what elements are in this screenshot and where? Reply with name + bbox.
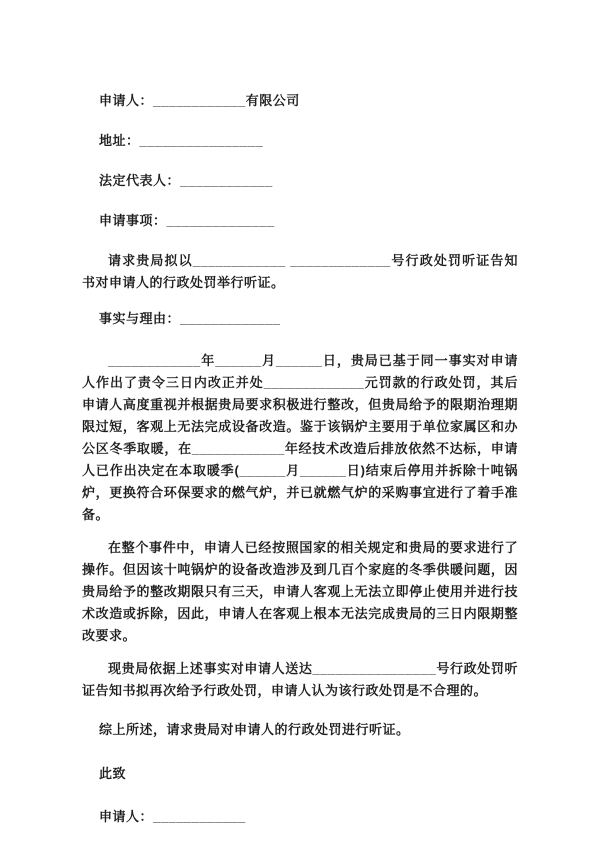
field-address: 地址：________________ bbox=[99, 133, 264, 148]
body-paragraph-3: 现贵局依据上述事实对申请人送达________________号行政处罚听证告知书拟再次给予行政处罚，申请人认为该行政处罚是不合理的。 bbox=[82, 661, 518, 698]
conclusion-paragraph: 综上所述，请求贵局对申请人的行政处罚进行听证。 bbox=[99, 722, 410, 737]
body-paragraph-2: 在整个事件中，申请人已经按照国家的相关规定和贵局的要求进行了操作。但因该十吨锅炉的设备改造涉及到几百个家庭的冬季供暖问题，因贵局给予的整改期限只有三天，申请人客观上无法立即停止使用并进行技术改造或拆除，因此，申请人在客观上根本无法完成贵局的三日内限期整改要求。 bbox=[82, 540, 518, 643]
facts-reasons-label: 事实与理由：_____________ bbox=[99, 311, 281, 326]
field-legal-representative: 法定代表人：____________ bbox=[99, 173, 273, 188]
field-application-item: 申请事项：______________ bbox=[99, 213, 275, 228]
salutation: 此致 bbox=[99, 766, 127, 781]
signature-line: 申请人：____________ bbox=[99, 809, 246, 824]
request-paragraph: 请求贵局拟以____________ _____________号行政处罚听证告知书对申请人的行政处罚举行听证。 bbox=[82, 253, 518, 290]
body-paragraph-1: ____________年______月______日，贵局已基于同一事实对申请人作出了责令三日内改正并处_____________元罚款的行政处罚，其后申请人高度重视并根据贵局要求积极进行整改，但贵局给予的限期治理期限过短，客观上无法完成设备改造。鉴于该锅炉主要用于单位家属区和办公区冬季取暖，在____________年经技术改造后排放依然不达标，申请人已作出决定在本取暖季(______月______日)结束后停用并拆除十吨锅炉，更换符合环保要求的燃气炉，并已就燃气炉的采购事宜进行了着手准备。 bbox=[82, 353, 518, 522]
field-applicant: 申请人：____________有限公司 bbox=[99, 93, 300, 108]
